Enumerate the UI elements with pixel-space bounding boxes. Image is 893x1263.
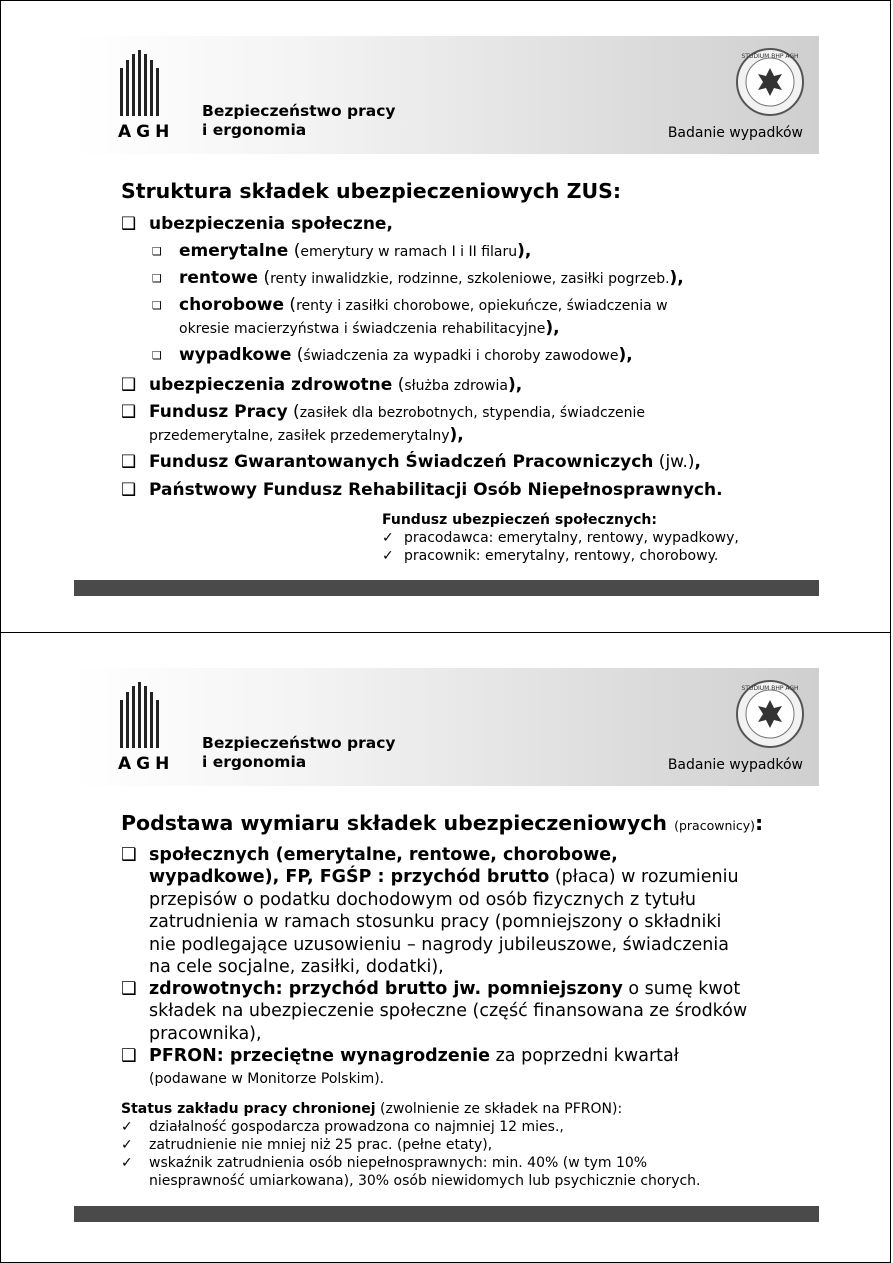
sub-bullet-wypadkowe: ❑ wypadkowe (świadczenia za wypadki i choroby zawodowe), — [152, 345, 633, 365]
slide-footer-bar — [74, 1206, 819, 1222]
sub-bullet-emerytalne: ❑ emerytalne (emerytury w ramach I i II filaru), — [152, 241, 532, 261]
checkmark-icon: ✓ — [121, 1155, 133, 1171]
bullet-social: ❑ ubezpieczenia społeczne, — [121, 214, 393, 234]
fund-box: Fundusz ubezpieczeń społecznych: ✓ pracodawca: emerytalny, rentowy, wypadkowy, ✓ pracownik: emerytalny, rentowy, chorobowy. — [382, 512, 739, 564]
square-bullet-icon: ❑ — [121, 214, 137, 234]
square-bullet-icon: ❑ — [121, 480, 137, 500]
small-square-bullet-icon: ❑ — [152, 245, 162, 258]
seal-text: STUDIUM BHP AGH — [741, 53, 799, 60]
agh-logo-icon — [118, 50, 160, 122]
agh-logo-text: AGH — [118, 122, 175, 142]
status-section: Status zakładu pracy chronionej (zwolnienie ze składek na PFRON): ✓ działalność gospodarcza prowadzona co najmniej 12 mies., ✓ zatrudnienie nie mniej niż 25 prac. (pełne etaty), ✓ wskaźnik zatrudnienia osób niepełnosprawnych: min. 40% (w tym 10% niesprawność umiarkowana), 30% osób niewidomych lub psychicznie chorych. — [121, 1101, 701, 1189]
seal-emblem-icon — [734, 678, 806, 750]
small-square-bullet-icon: ❑ — [152, 349, 162, 362]
small-square-bullet-icon: ❑ — [152, 299, 162, 312]
bullet-fgsp: ❑ Fundusz Gwarantowanych Świadczeń Pracowniczych (jw.), — [121, 452, 702, 472]
slide-header — [74, 36, 819, 154]
bullet-pfron-basis: ❑ PFRON: przeciętne wynagrodzenie za poprzedni kwartał (podawane w Monitorze Polskim). — [121, 1046, 679, 1088]
topic-label: Badanie wypadków — [667, 125, 803, 141]
topic-label: Badanie wypadków — [667, 757, 803, 773]
checkmark-icon: ✓ — [382, 530, 394, 546]
slide-title: Podstawa wymiaru składek ubezpieczeniowych (pracownicy): — [121, 811, 764, 835]
course-title: Bezpieczeństwo pracy i ergonomia — [202, 102, 396, 139]
seal-text: STUDIUM BHP AGH — [741, 685, 799, 692]
square-bullet-icon: ❑ — [121, 402, 137, 422]
agh-logo-icon — [118, 682, 160, 754]
bullet-social-basis: ❑ społecznych (emerytalne, rentowe, chorobowe, wypadkowe), FP, FGŚP : przychód brutto (płaca) w rozumieniu przepisów o podatku dochodowym od osób fizycznych z tytułu zatrudnienia w ramach stosunku pracy (pomniejszony o składniki nie podlegające uzusowieniu – nagrody jubileuszowe, świadczenia na cele socjalne, zasiłki, dodatki), — [121, 845, 739, 978]
agh-logo-text: AGH — [118, 754, 175, 774]
square-bullet-icon: ❑ — [121, 1046, 137, 1066]
square-bullet-icon: ❑ — [121, 452, 137, 472]
small-square-bullet-icon: ❑ — [152, 272, 162, 285]
slide-footer-bar — [74, 580, 819, 596]
bullet-pfron: ❑ Państwowy Fundusz Rehabilitacji Osób Niepełnosprawnych. — [121, 480, 723, 500]
sub-bullet-rentowe: ❑ rentowe (renty inwalidzkie, rodzinne, szkoleniowe, zasiłki pogrzeb.), — [152, 268, 684, 288]
sub-bullet-chorobowe: ❑ chorobowe (renty i zasiłki chorobowe, opiekuńcze, świadczenia w okresie macierzyństwa i świadczenia rehabilitacyjne), — [152, 295, 668, 338]
bullet-health: ❑ ubezpieczenia zdrowotne (służba zdrowia), — [121, 375, 523, 395]
slide-2 — [74, 668, 819, 1228]
slide-1 — [74, 36, 819, 601]
square-bullet-icon: ❑ — [121, 979, 137, 999]
checkmark-icon: ✓ — [382, 548, 394, 564]
bullet-fundusz-pracy: ❑ Fundusz Pracy (zasiłek dla bezrobotnych, stypendia, świadczenie przedemerytalne, zasiłek przedemerytalny), — [121, 402, 646, 445]
checkmark-icon: ✓ — [121, 1119, 133, 1135]
course-title: Bezpieczeństwo pracy i ergonomia — [202, 734, 396, 771]
seal-emblem-icon — [734, 46, 806, 118]
square-bullet-icon: ❑ — [121, 845, 137, 865]
bullet-health-basis: ❑ zdrowotnych: przychód brutto jw. pomniejszony o sumę kwot składek na ubezpieczenie społeczne (część finansowana ze środków pracownika), — [121, 979, 748, 1044]
checkmark-icon: ✓ — [121, 1137, 133, 1153]
square-bullet-icon: ❑ — [121, 375, 137, 395]
slide-header — [74, 668, 819, 786]
slide-2-frame — [0, 632, 891, 1263]
slide-title: Struktura składek ubezpieczeniowych ZUS: — [121, 179, 622, 203]
